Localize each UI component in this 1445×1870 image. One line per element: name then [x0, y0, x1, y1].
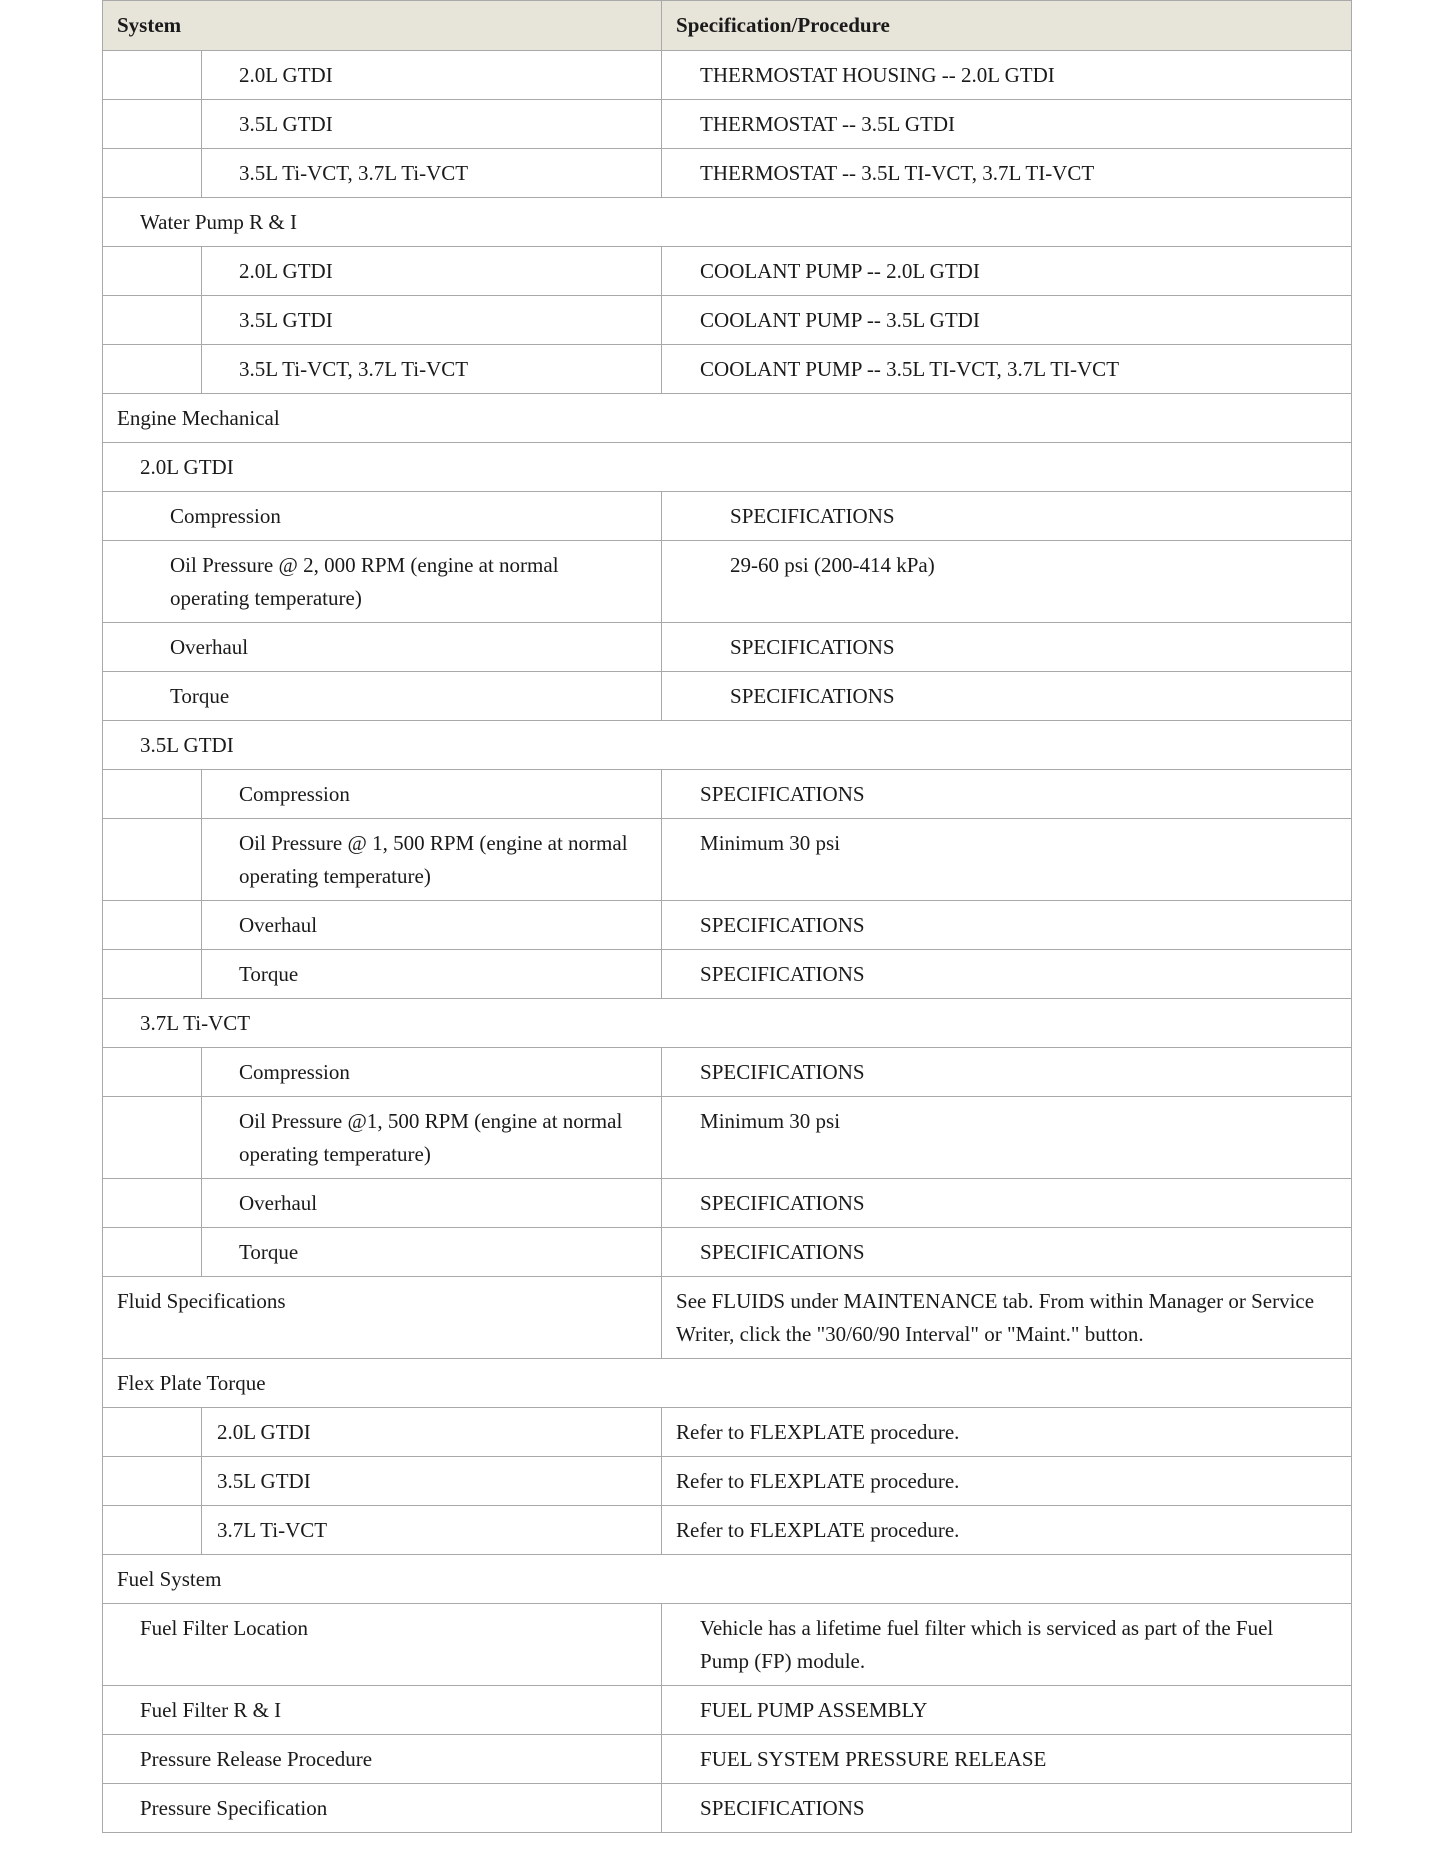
spec-link[interactable]: SPECIFICATIONS	[662, 950, 1352, 999]
item-cell: Fluid Specifications	[103, 1277, 662, 1359]
item-cell: Fuel Filter Location	[103, 1604, 662, 1686]
table-row	[103, 623, 1352, 672]
table-row	[103, 1228, 1352, 1277]
section-row-flex-plate-torque	[103, 1359, 1352, 1408]
item-cell: Oil Pressure @ 2, 000 RPM (engine at normal operating temperature)	[103, 541, 662, 623]
table-row	[103, 149, 1352, 198]
spec-link[interactable]: SPECIFICATIONS	[662, 770, 1352, 819]
blank-cell	[103, 1179, 202, 1228]
section-row-engine-mechanical	[103, 394, 1352, 443]
subsection-row-3-7l-ti-vct	[103, 999, 1352, 1048]
table-row	[103, 901, 1352, 950]
item-cell: Pressure Specification	[103, 1784, 662, 1833]
subsection-row-3-5l-gtdi	[103, 721, 1352, 770]
section-label: Water Pump R & I	[103, 198, 1352, 247]
table-row-fluid-specifications	[103, 1277, 1352, 1359]
table-row	[103, 672, 1352, 721]
engine-cell: 2.0L GTDI	[202, 51, 662, 100]
blank-cell	[103, 1506, 202, 1555]
spec-value: Minimum 30 psi	[662, 1097, 1352, 1179]
item-cell: Compression	[202, 770, 662, 819]
spec-link[interactable]: SPECIFICATIONS	[662, 1179, 1352, 1228]
item-cell: Oil Pressure @1, 500 RPM (engine at normal operating temperature)	[202, 1097, 662, 1179]
spec-value: Vehicle has a lifetime fuel filter which is serviced as part of the Fuel Pump (FP) module.	[662, 1604, 1352, 1686]
engine-cell: 3.5L GTDI	[202, 1457, 662, 1506]
spec-link[interactable]: SPECIFICATIONS	[662, 901, 1352, 950]
spec-link[interactable]: COOLANT PUMP -- 2.0L GTDI	[662, 247, 1352, 296]
section-row-fuel-system	[103, 1555, 1352, 1604]
item-cell: Compression	[202, 1048, 662, 1097]
spec-link[interactable]: SPECIFICATIONS	[662, 672, 1352, 721]
spec-link[interactable]: Refer to FLEXPLATE procedure.	[662, 1457, 1352, 1506]
table-row	[103, 1048, 1352, 1097]
item-cell: Compression	[103, 492, 662, 541]
subsection-label: 3.5L GTDI	[103, 721, 1352, 770]
section-label: Fuel System	[103, 1555, 1352, 1604]
table-row	[103, 1686, 1352, 1735]
table-row	[103, 1506, 1352, 1555]
blank-cell	[103, 819, 202, 901]
subsection-label: 3.7L Ti-VCT	[103, 999, 1352, 1048]
blank-cell	[103, 345, 202, 394]
spec-link[interactable]: FUEL SYSTEM PRESSURE RELEASE	[662, 1735, 1352, 1784]
blank-cell	[103, 149, 202, 198]
section-row-water-pump	[103, 198, 1352, 247]
blank-cell	[103, 247, 202, 296]
blank-cell	[103, 296, 202, 345]
spec-value: See FLUIDS under MAINTENANCE tab. From within Manager or Service Writer, click the "30/60/90 Interval" or "Maint." button.	[662, 1277, 1352, 1359]
item-cell: Overhaul	[202, 901, 662, 950]
table-row	[103, 345, 1352, 394]
engine-cell: 3.5L GTDI	[202, 100, 662, 149]
spec-value: Minimum 30 psi	[662, 819, 1352, 901]
section-label: Engine Mechanical	[103, 394, 1352, 443]
spec-link[interactable]: THERMOSTAT -- 3.5L GTDI	[662, 100, 1352, 149]
column-header-system: System	[103, 1, 662, 51]
spec-link[interactable]: SPECIFICATIONS	[662, 492, 1352, 541]
item-cell: Torque	[202, 1228, 662, 1277]
spec-link[interactable]: SPECIFICATIONS	[662, 1784, 1352, 1833]
spec-link[interactable]: SPECIFICATIONS	[662, 1048, 1352, 1097]
spec-link[interactable]: THERMOSTAT HOUSING -- 2.0L GTDI	[662, 51, 1352, 100]
item-cell: Oil Pressure @ 1, 500 RPM (engine at normal operating temperature)	[202, 819, 662, 901]
blank-cell	[103, 1408, 202, 1457]
table-row	[103, 247, 1352, 296]
item-cell: Torque	[103, 672, 662, 721]
item-cell: Fuel Filter R & I	[103, 1686, 662, 1735]
item-cell: Pressure Release Procedure	[103, 1735, 662, 1784]
blank-cell	[103, 51, 202, 100]
blank-cell	[103, 1457, 202, 1506]
table-row	[103, 1604, 1352, 1686]
document-page	[102, 0, 1351, 1833]
spec-link[interactable]: COOLANT PUMP -- 3.5L TI-VCT, 3.7L TI-VCT	[662, 345, 1352, 394]
spec-value: 29-60 psi (200-414 kPa)	[662, 541, 1352, 623]
table-row	[103, 1457, 1352, 1506]
blank-cell	[103, 1048, 202, 1097]
table-row	[103, 1097, 1352, 1179]
table-row	[103, 819, 1352, 901]
engine-cell: 2.0L GTDI	[202, 247, 662, 296]
section-label: Flex Plate Torque	[103, 1359, 1352, 1408]
engine-cell: 3.5L Ti-VCT, 3.7L Ti-VCT	[202, 149, 662, 198]
table-row	[103, 1735, 1352, 1784]
specification-table	[102, 0, 1352, 1833]
table-row	[103, 1179, 1352, 1228]
blank-cell	[103, 770, 202, 819]
engine-cell: 3.5L GTDI	[202, 296, 662, 345]
spec-link[interactable]: Refer to FLEXPLATE procedure.	[662, 1408, 1352, 1457]
table-row	[103, 770, 1352, 819]
blank-cell	[103, 950, 202, 999]
spec-link[interactable]: COOLANT PUMP -- 3.5L GTDI	[662, 296, 1352, 345]
engine-cell: 3.7L Ti-VCT	[202, 1506, 662, 1555]
blank-cell	[103, 1228, 202, 1277]
spec-link[interactable]: Refer to FLEXPLATE procedure.	[662, 1506, 1352, 1555]
spec-link[interactable]: SPECIFICATIONS	[662, 1228, 1352, 1277]
engine-cell: 2.0L GTDI	[202, 1408, 662, 1457]
subsection-row-2-0l-gtdi	[103, 443, 1352, 492]
spec-link[interactable]: FUEL PUMP ASSEMBLY	[662, 1686, 1352, 1735]
spec-link[interactable]: SPECIFICATIONS	[662, 623, 1352, 672]
item-cell: Torque	[202, 950, 662, 999]
table-row	[103, 51, 1352, 100]
table-row	[103, 950, 1352, 999]
item-cell: Overhaul	[202, 1179, 662, 1228]
engine-cell: 3.5L Ti-VCT, 3.7L Ti-VCT	[202, 345, 662, 394]
table-row	[103, 492, 1352, 541]
blank-cell	[103, 1097, 202, 1179]
spec-link[interactable]: THERMOSTAT -- 3.5L TI-VCT, 3.7L TI-VCT	[662, 149, 1352, 198]
table-row	[103, 100, 1352, 149]
table-row	[103, 296, 1352, 345]
subsection-label: 2.0L GTDI	[103, 443, 1352, 492]
column-header-spec: Specification/Procedure	[662, 1, 1352, 51]
blank-cell	[103, 100, 202, 149]
table-row	[103, 1784, 1352, 1833]
table-row	[103, 1408, 1352, 1457]
table-row	[103, 541, 1352, 623]
item-cell: Overhaul	[103, 623, 662, 672]
blank-cell	[103, 901, 202, 950]
